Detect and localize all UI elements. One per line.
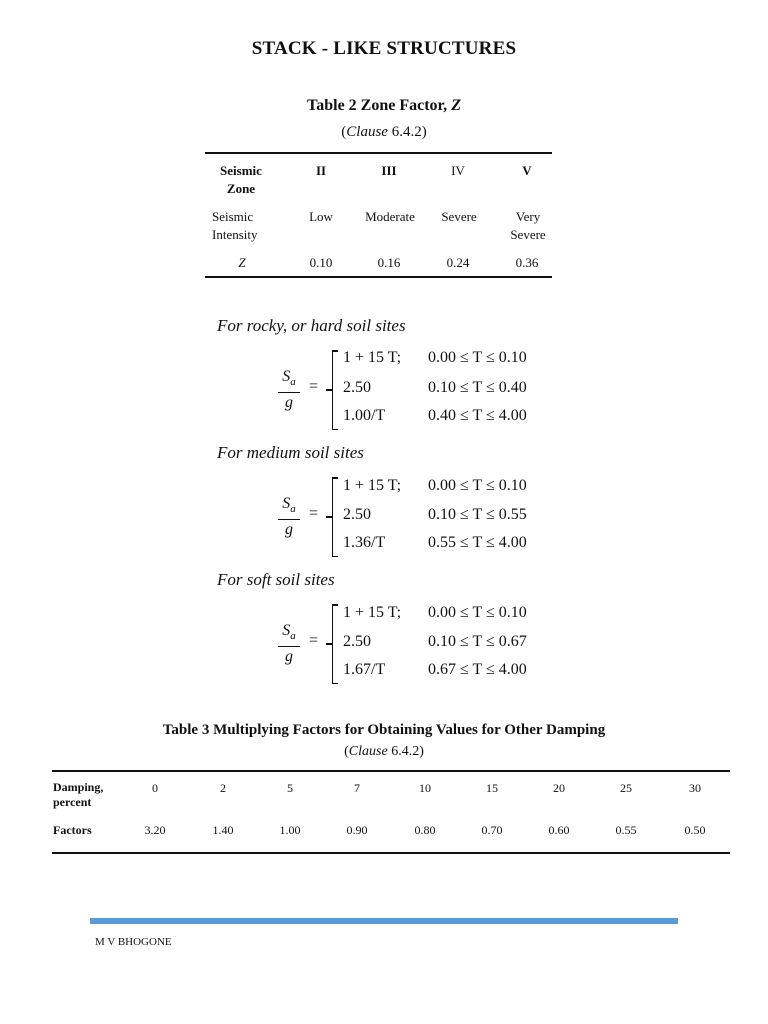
page-title: STACK - LIKE STRUCTURES: [251, 38, 517, 59]
table2-header-label-line2: Zone: [226, 181, 256, 196]
table3-row2-label: Factors: [53, 823, 92, 837]
table3-factor-cell: 0.80: [414, 823, 436, 837]
formula-range: 0.67 ≤ T ≤ 4.00: [428, 661, 527, 678]
table3-factor-cell: 0.50: [684, 823, 706, 837]
formula-range: 0.40 ≤ T ≤ 4.00: [428, 407, 527, 424]
table2-zone: V: [522, 163, 532, 178]
table3-clause-word: Clause: [348, 744, 388, 759]
equals-sign: =: [309, 378, 319, 395]
formula-range: 0.00 ≤ T ≤ 0.10: [428, 477, 527, 494]
table2-z-value: 0.16: [377, 255, 401, 270]
table2-zone: II: [315, 163, 327, 178]
formula-expr: 2.50: [343, 379, 371, 396]
table2-z-label: Z: [238, 255, 246, 270]
table2-z-value: 0.24: [446, 255, 470, 270]
table2-header-label: [206, 162, 276, 198]
table2-zone: III: [381, 163, 397, 178]
table2-clause-num: 6.4.2: [391, 124, 422, 140]
sa-over-g-fraction: $S_a$ g: [278, 368, 300, 412]
formula-expr: 1 + 15 T;: [343, 604, 402, 621]
table2-clause: (Clause 6.4.2): [341, 124, 427, 140]
sa-over-g-fraction: $S_a$ g: [278, 622, 300, 666]
table3-damping-cell: 15: [486, 781, 498, 795]
table2-z-value: 0.36: [515, 255, 539, 270]
formula-range: 0.10 ≤ T ≤ 0.55: [428, 506, 527, 523]
table3-row1-label-line1: Damping,: [53, 780, 104, 794]
formula-expr: 1.67/T: [343, 661, 386, 678]
left-brace: [332, 477, 343, 557]
table2-intensity: Low: [309, 209, 333, 224]
table2-caption-main: Zone Factor,: [360, 97, 448, 114]
left-brace: [332, 350, 343, 430]
table3-top-rule: [52, 770, 730, 772]
table3-factor-cell: 0.60: [548, 823, 570, 837]
formula-range: 0.55 ≤ T ≤ 4.00: [428, 534, 527, 551]
formula-range: 0.00 ≤ T ≤ 0.10: [428, 349, 527, 366]
table2-intensity-label: [212, 208, 282, 244]
table2-intensity: Moderate: [365, 209, 415, 224]
table2-caption-prefix: Table 2: [307, 97, 357, 114]
table3-row1-label: [53, 780, 123, 810]
table3-damping-cell: 25: [620, 781, 632, 795]
formula-expr: 2.50: [343, 633, 371, 650]
table2-top-rule: [205, 152, 552, 154]
equals-sign: =: [309, 632, 319, 649]
table2-intensity: Very Severe: [510, 209, 546, 242]
formula-range: 0.00 ≤ T ≤ 0.10: [428, 604, 527, 621]
table2-intensity: Severe: [441, 209, 477, 224]
table3-factor-cell: 1.40: [212, 823, 234, 837]
table3-damping-cell: 2: [220, 781, 226, 795]
table2-intensity-label-line1: Seismic: [212, 209, 254, 224]
spectrum-heading-soft: For soft soil sites: [217, 570, 335, 589]
formula-expr: 2.50: [343, 506, 371, 523]
equals-sign: =: [309, 505, 319, 522]
left-brace: [332, 604, 343, 684]
table3-damping-cell: 10: [419, 781, 431, 795]
table3-caption: Table 3 Multiplying Factors for Obtaining Values for Other Damping: [162, 722, 606, 738]
table3-row1-label-line2: percent: [53, 795, 92, 809]
sa-over-g-fraction: $S_a$ g: [278, 495, 300, 539]
table3-factor-cell: 0.90: [346, 823, 368, 837]
spectrum-heading-rocky: For rocky, or hard soil sites: [217, 316, 406, 335]
formula-expr: 1.00/T: [343, 407, 386, 424]
table3-damping-cell: 0: [152, 781, 158, 795]
table2-intensity-label-line2: Intensity: [212, 227, 258, 242]
formula-expr: 1 + 15 T;: [343, 349, 402, 366]
formula-expr: 1.36/T: [343, 534, 386, 551]
table3-damping-cell: 20: [553, 781, 565, 795]
table3-damping-cell: 7: [354, 781, 360, 795]
table3-factor-cell: 1.00: [279, 823, 301, 837]
table2-clause-word: Clause: [346, 124, 388, 140]
table3-factor-cell: 0.70: [481, 823, 503, 837]
spectrum-heading-medium: For medium soil sites: [217, 443, 364, 462]
table3-factor-cell: 3.20: [144, 823, 166, 837]
table3-bottom-rule: [52, 852, 730, 854]
formula-expr: 1 + 15 T;: [343, 477, 402, 494]
table2-caption-symbol: Z: [451, 97, 461, 114]
table2-bottom-rule: [205, 276, 552, 278]
table2-caption: [0, 97, 768, 115]
footer-rule: [90, 918, 678, 924]
formula-range: 0.10 ≤ T ≤ 0.67: [428, 633, 527, 650]
table2-z-value: 0.10: [309, 255, 333, 270]
table2-header-label-line1: Seismic: [220, 163, 262, 178]
table3-damping-cell: 5: [287, 781, 293, 795]
footer-author: M V BHOGONE: [95, 936, 172, 948]
table3-clause: (Clause 6.4.2): [344, 744, 424, 759]
table3-clause-num: 6.4.2: [391, 744, 420, 759]
formula-range: 0.10 ≤ T ≤ 0.40: [428, 379, 527, 396]
table3-damping-cell: 30: [689, 781, 701, 795]
table2-zone: IV: [451, 163, 465, 178]
table3-factor-cell: 0.55: [615, 823, 637, 837]
